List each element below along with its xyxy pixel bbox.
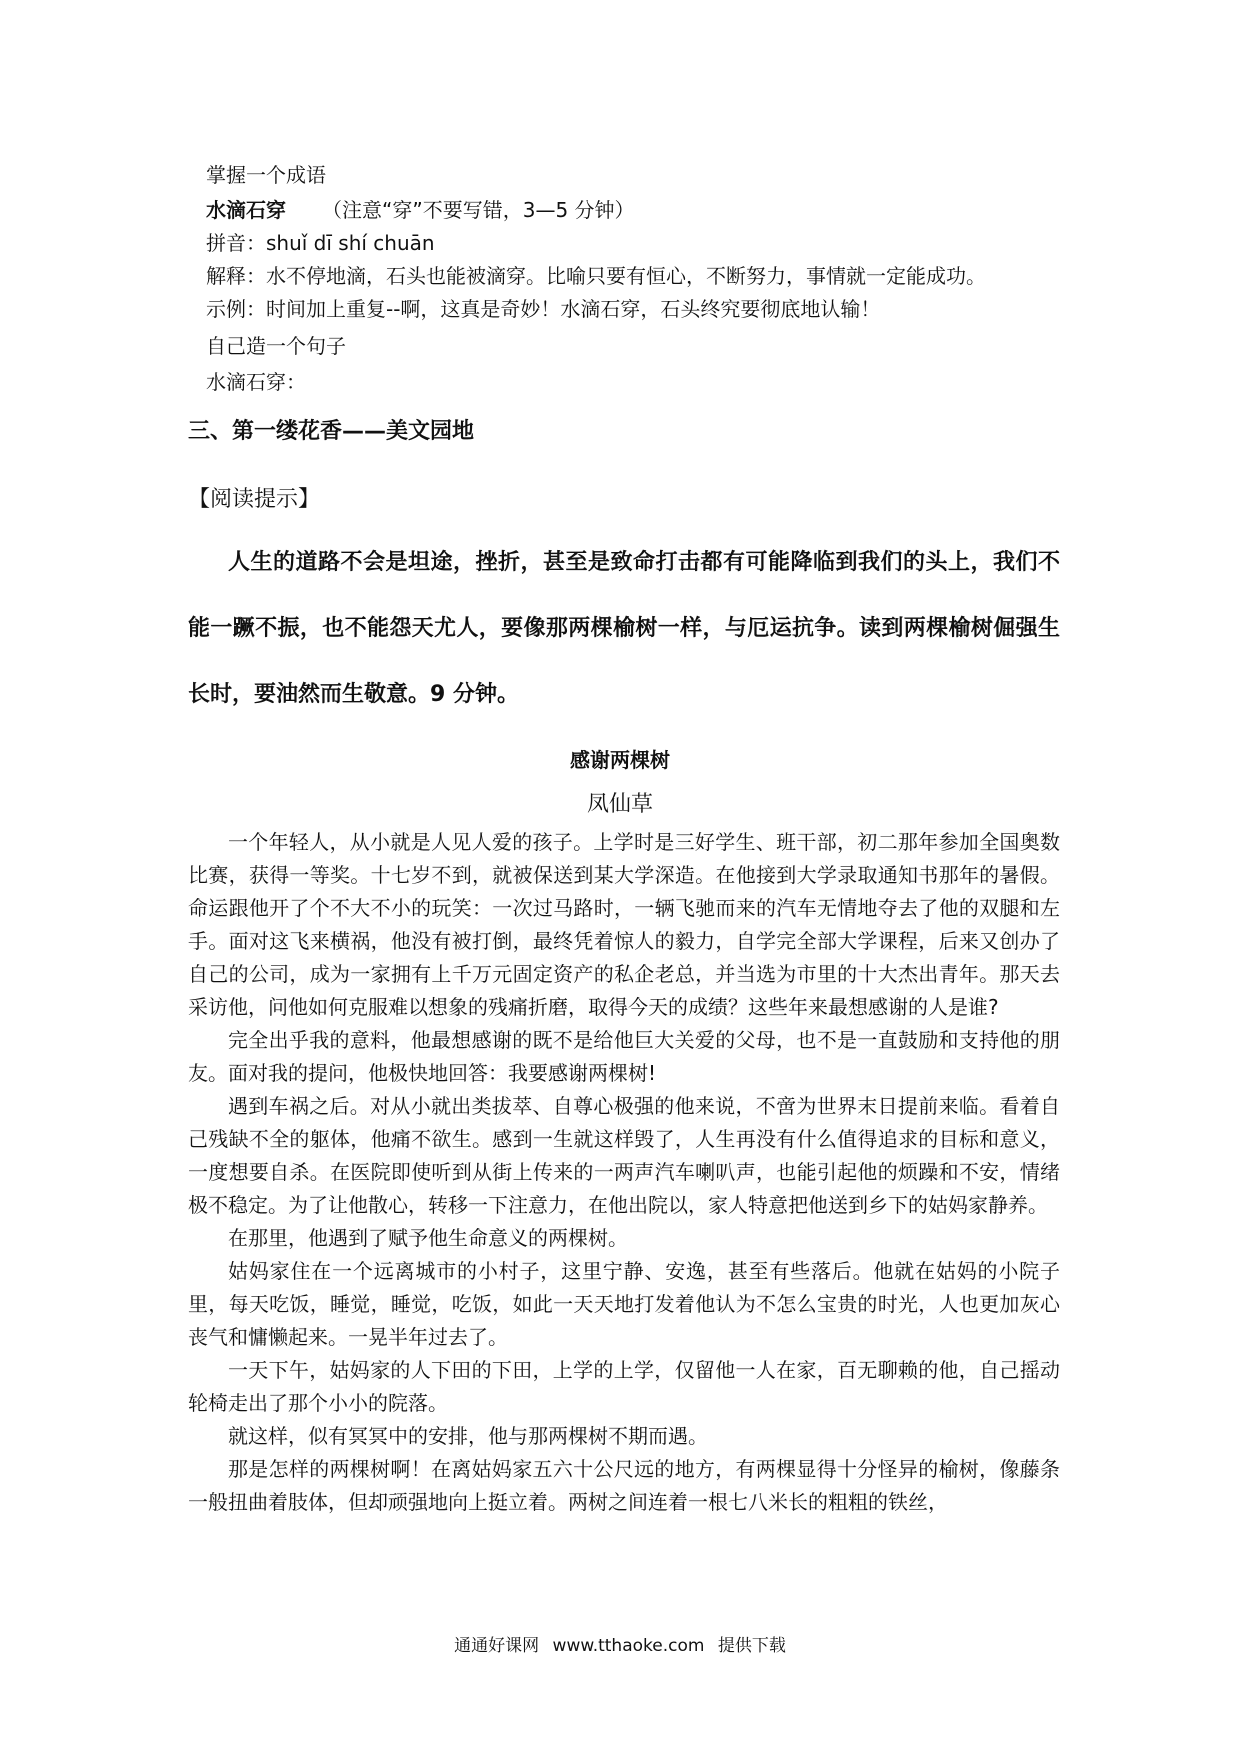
article-title: 感谢两棵树 [570,748,670,772]
article-paragraph: 一个年轻人，从小就是人见人爱的孩子。上学时是三好学生、班干部，初二那年参加全国奥数比赛，获得一等奖。十七岁不到，就被保送到某大学深造。在他接到大学录取通知书那年的暑假。命运跟他开了个不大不小的玩笑：一次过马路时，一辆飞驰而来的汽车无情地夺去了他的双腿和左手。面对这飞来横祸，他没有被打倒，最终凭着惊人的毅力，自学完全部大学课程，后来又创办了自己的公司，成为一家拥有上千万元固定资产的私企老总，并当选为市里的十大杰出青年。那天去采访他，问他如何克服难以想象的残痛折磨，取得今天的成绩？这些年来最想感谢的人是谁? [188,830,1060,1019]
idiom-note: （注意“穿”不要写错，3—5 分钟） [322,198,635,222]
idiom-line [206,198,635,222]
article-body [188,826,1060,1519]
idiom-pinyin: 拼音：shuǐ dī shí chuān [206,231,435,255]
article-paragraph: 遇到车祸之后。对从小就出类拔萃、自尊心极强的他来说，不啻为世界末日提前来临。看着自己残缺不全的躯体，他痛不欲生。感到一生就这样毁了，人生再没有什么值得追求的目标和意义，一度想要自杀。在医院即使听到从街上传来的一两声汽车喇叭声，也能引起他的烦躁和不安，情绪极不稳定。为了让他散心，转移一下注意力，在他出院以，家人特意把他送到乡下的姑妈家静养。 [188,1094,1060,1217]
footer-note: 提供下载 [717,1636,786,1656]
article-paragraph: 姑妈家住在一个远离城市的小村子，这里宁静、安逸，甚至有些落后。他就在姑妈的小院子里，每天吃饭，睡觉，睡觉，吃饭，如此一天天地打发着他认为不怎么宝贵的时光，人也更加灰心丧气和慵懒起来。一晃半年过去了。 [188,1259,1060,1349]
article-paragraph: 完全出乎我的意料，他最想感谢的既不是给他巨大关爱的父母，也不是一直鼓励和支持他的朋友。面对我的提问，他极快地回答：我要感谢两棵树! [188,1028,1060,1085]
idiom-term: 水滴石穿 [206,198,286,222]
footer-url[interactable]: www.tthaoke.com [552,1636,705,1656]
sentence-prompt: 水滴石穿： [206,370,306,394]
article-paragraph: 那是怎样的两棵树啊！在离姑妈家五六十公尺远的地方，有两棵显得十分怪异的榆树，像藤条一般扭曲着肢体，但却顽强地向上挺立着。两树之间连着一根七八米长的粗粗的铁丝， [188,1457,1060,1514]
reading-tips-label: 【阅读提示】 [188,487,321,512]
article-paragraph: 就这样，似有冥冥中的安排，他与那两棵树不期而遇。 [228,1424,708,1448]
idiom-example: 示例：时间加上重复--啊，这真是奇妙！水滴石穿，石头终究要彻底地认输！ [206,297,881,321]
footer-site-name: 通通好课网 [454,1636,540,1656]
article-author: 凤仙草 [586,792,653,817]
page-footer [0,1631,1240,1656]
reading-tips-text: 人生的道路不会是坦途，挫折，甚至是致命打击都有可能降临到我们的头上，我们不能一蹶不振，也不能怨天尤人，要像那两棵榆树一样，与厄运抗争。读到两棵榆树倔强生长时，要油然而生敬意。9 分钟。 [188,550,1060,707]
section-heading: 三、第一缕花香——美文园地 [188,419,475,444]
idiom-explanation: 解释：水不停地滴，石头也能被滴穿。比喻只要有恒心，不断努力，事情就一定能成功。 [206,264,986,288]
article-paragraph: 一天下午，姑妈家的人下田的下田，上学的上学，仅留他一人在家，百无聊赖的他，自己摇动轮椅走出了那个小小的院落。 [188,1358,1060,1415]
sentence-task: 自己造一个句子 [206,334,346,358]
vocab-heading: 掌握一个成语 [206,163,326,187]
article-paragraph: 在那里，他遇到了赋予他生命意义的两棵树。 [228,1226,628,1250]
